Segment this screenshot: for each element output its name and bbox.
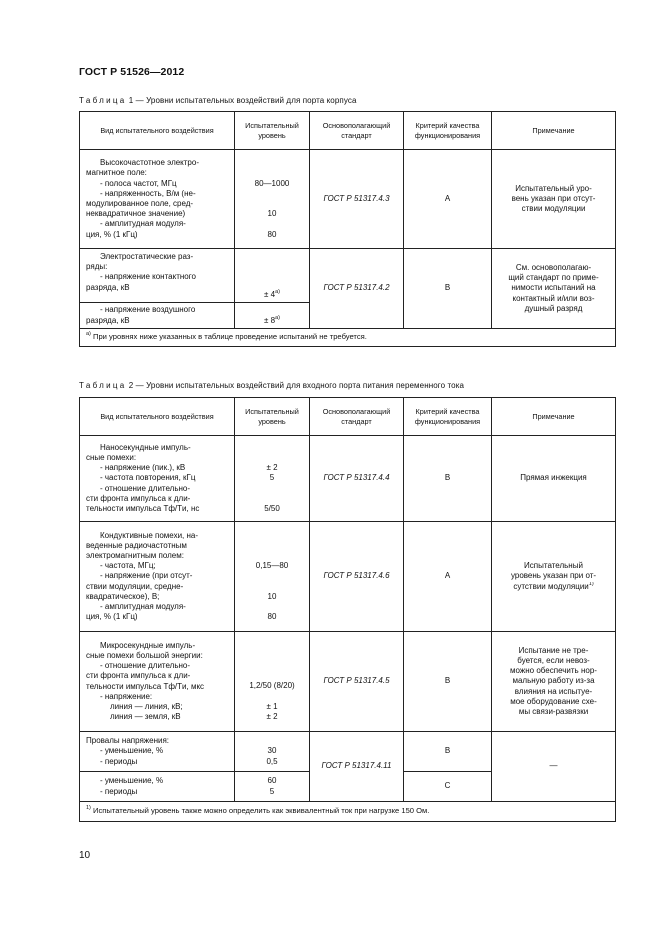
table1-r2-criterion: В xyxy=(404,249,492,329)
table2-footnote-row xyxy=(80,802,616,822)
text-line: сутствии модуляции xyxy=(513,581,589,591)
text-line: квадратическое), В; xyxy=(86,591,160,601)
level-value: ± 4 xyxy=(264,289,276,299)
table1-r2-kind-b xyxy=(80,303,235,329)
table1 xyxy=(79,111,616,347)
text-line: ствии модуляции xyxy=(521,204,586,214)
text-line: тельности импульса Tф/Tи, мкс xyxy=(86,681,205,691)
level-value: 80—1000 xyxy=(254,178,290,188)
text-line: - амплитудная модуля- xyxy=(100,219,186,229)
text-line: можно обеспечить нор- xyxy=(510,666,597,676)
footnote-ref: а) xyxy=(275,314,280,321)
text-line: ция, % (1 кГц) xyxy=(86,229,138,239)
table-row xyxy=(80,150,616,249)
table2-r1-criterion: В xyxy=(404,436,492,522)
level-value: 5 xyxy=(269,786,275,796)
level-value: 80 xyxy=(267,229,277,239)
text-line: мальную работу из-за xyxy=(512,676,595,686)
text-line: сти фронта импульса к дли- xyxy=(86,493,191,503)
table1-r2-note xyxy=(492,249,616,329)
table2-r4-level-a xyxy=(235,732,310,772)
text-line: - частота повторения, кГц xyxy=(100,473,196,483)
table1-r1-note xyxy=(492,150,616,249)
table1-col-level: Испытательный уровень xyxy=(235,112,310,150)
table-row xyxy=(80,732,616,772)
text-line: Кондуктивные помехи, на- xyxy=(100,530,199,540)
text-line: разряда, кВ xyxy=(86,315,130,325)
text-line: мое оборудование схе- xyxy=(510,696,597,706)
level-value: 1,2/50 (8/20) xyxy=(249,681,295,691)
footnote-text: При уровнях ниже указанных в таблице проведение испытаний не требуется. xyxy=(90,332,367,342)
text-line: Испытание не тре- xyxy=(518,645,589,655)
text-line: - напряженность, В/м (не- xyxy=(100,188,196,198)
text-line: контактный и/или воз- xyxy=(512,293,595,303)
table1-caption-word: Таблица xyxy=(79,96,127,105)
footnote-ref: 1) xyxy=(588,581,594,587)
text-line: Провалы напряжения: xyxy=(86,736,170,746)
table2-col-level: Испытательный уровень xyxy=(235,398,310,436)
text-line: - отношение длительно- xyxy=(100,661,191,671)
table2-r4-kind-a xyxy=(80,732,235,772)
text-line: Испытательный уро- xyxy=(515,183,592,193)
text-line: - периоды xyxy=(100,786,138,796)
text-line: сные помехи большой энергии: xyxy=(86,650,203,660)
table2-caption xyxy=(79,381,464,390)
text-line: - напряжение воздушного xyxy=(100,305,196,315)
text-line: разряда, кВ xyxy=(86,282,130,292)
table1-caption-text: 1 — Уровни испытательных воздействий для порта корпуса xyxy=(126,96,357,105)
text-line: сти фронта импульса к дли- xyxy=(86,671,191,681)
table2-r2-standard: ГОСТ Р 51317.4.6 xyxy=(310,522,404,632)
table2 xyxy=(79,397,616,822)
table2-r3-note xyxy=(492,632,616,732)
table2-col-standard: Основополагающий стандарт xyxy=(310,398,404,436)
level-value: 60 xyxy=(267,776,277,786)
text-line: - напряжение контактного xyxy=(100,272,196,282)
table2-r1-level xyxy=(235,436,310,522)
text-line: - полоса частот, МГц xyxy=(100,178,177,188)
text-line: См. основополагаю- xyxy=(515,262,592,272)
text-line: линия — земля, кВ xyxy=(110,712,181,722)
text-line: мы связи-развязки xyxy=(518,707,589,716)
table2-r2-kind xyxy=(80,522,235,632)
level-value: ± 8 xyxy=(264,315,276,325)
text-line: неквадратичное значение) xyxy=(86,209,186,219)
table2-r2-note xyxy=(492,522,616,632)
footnote-mark: а) xyxy=(86,331,91,338)
table2-r3-kind xyxy=(80,632,235,732)
text-line: Микросекундные импуль- xyxy=(100,640,196,650)
document-code: ГОСТ Р 51526—2012 xyxy=(79,66,185,78)
table2-caption-text: 2 — Уровни испытательных воздействий для входного порта питания переменного тока xyxy=(126,381,465,390)
text-line: нимости испытаний на xyxy=(511,283,596,293)
text-line: магнитное поле: xyxy=(86,168,147,178)
table1-header-row xyxy=(80,112,616,150)
level-value: 10 xyxy=(267,591,277,601)
table-row xyxy=(80,249,616,303)
text-line: буется, если невоз- xyxy=(517,655,590,665)
table2-r4-criterion-a: В xyxy=(404,732,492,772)
text-line: Наносекундные импуль- xyxy=(100,442,191,452)
table1-r1-criterion: А xyxy=(404,150,492,249)
text-line: линия — линия, кВ; xyxy=(110,701,183,711)
text-line: - частота, МГц; xyxy=(100,561,156,571)
table2-r4-standard: ГОСТ Р 51317.4.11 xyxy=(310,732,404,802)
level-value: 5 xyxy=(269,473,275,483)
table1-col-criterion: Критерий качества функционирования xyxy=(404,112,492,150)
level-value: ± 2 xyxy=(266,712,278,722)
level-value: 10 xyxy=(267,209,277,219)
table1-col-note: Примечание xyxy=(492,112,616,150)
table2-header-row xyxy=(80,398,616,436)
text-line: Электростатические раз- xyxy=(100,252,194,261)
level-value: 5/50 xyxy=(264,503,280,513)
table2-r2-level xyxy=(235,522,310,632)
level-value: 30 xyxy=(267,746,277,756)
text-line: - уменьшение, % xyxy=(100,776,164,786)
text-line: - уменьшение, % xyxy=(100,746,164,756)
table1-footnote-row xyxy=(80,329,616,347)
table1-r1-standard: ГОСТ Р 51317.4.3 xyxy=(310,150,404,249)
text-line: Испытательный xyxy=(524,561,583,571)
level-value: 0,15—80 xyxy=(255,561,289,571)
table2-r4-kind-b xyxy=(80,772,235,802)
text-line: душный разряд xyxy=(524,303,583,313)
level-value: 80 xyxy=(267,612,277,622)
text-line: - отношение длительно- xyxy=(100,483,191,493)
text-line: ряды: xyxy=(86,262,108,272)
table2-r1-kind xyxy=(80,436,235,522)
level-value: ± 2 xyxy=(266,463,278,473)
table1-r2-level-a xyxy=(235,249,310,303)
text-line: влияния на испытуе- xyxy=(514,686,593,696)
table1-r1-level xyxy=(235,150,310,249)
text-line: ция, % (1 кГц) xyxy=(86,612,138,622)
table-row xyxy=(80,436,616,522)
text-line: сные помехи: xyxy=(86,452,137,462)
table1-col-kind: Вид испытательного воздействия xyxy=(80,112,235,150)
table2-footnote xyxy=(80,802,616,822)
table1-r2-level-b xyxy=(235,303,310,329)
text-line: уровень указан при от- xyxy=(510,571,597,581)
footnote-mark: 1) xyxy=(86,805,91,812)
table2-r3-level xyxy=(235,632,310,732)
table2-r4-note: — xyxy=(492,732,616,802)
text-line: тельности импульса Tф/Tи, нс xyxy=(86,504,200,513)
table2-r1-note: Прямая инжекция xyxy=(492,436,616,522)
text-line: веденные радиочастотным xyxy=(86,540,187,550)
text-line: Высокочастотное электро- xyxy=(100,158,199,168)
table2-col-note: Примечание xyxy=(492,398,616,436)
text-line: - напряжение: xyxy=(100,691,153,701)
table2-r1-standard: ГОСТ Р 51317.4.4 xyxy=(310,436,404,522)
level-value: ± 1 xyxy=(266,701,278,711)
text-line: ствии модуляции, средне- xyxy=(86,581,184,591)
table-row xyxy=(80,632,616,732)
table1-footnote xyxy=(80,329,616,347)
table2-col-kind: Вид испытательного воздействия xyxy=(80,398,235,436)
table2-r3-criterion: В xyxy=(404,632,492,732)
text-line: электромагнитным полем: xyxy=(86,550,184,560)
footnote-ref: а) xyxy=(275,288,280,295)
text-line: - амплитудная модуля- xyxy=(100,602,186,611)
table2-r2-criterion: А xyxy=(404,522,492,632)
table1-caption xyxy=(79,96,357,105)
table1-col-standard: Основополагающий стандарт xyxy=(310,112,404,150)
table2-caption-word: Таблица xyxy=(79,381,127,390)
text-line: модулированное поле, сред- xyxy=(86,199,194,208)
table-row xyxy=(80,522,616,632)
level-value: 0,5 xyxy=(266,756,278,766)
table2-col-criterion: Критерий качества функционирования xyxy=(404,398,492,436)
table2-r4-criterion-b: С xyxy=(404,772,492,802)
text-line: вень указан при отсут- xyxy=(511,193,596,203)
text-line: щий стандарт по приме- xyxy=(508,273,599,283)
page-number: 10 xyxy=(79,850,91,861)
text-line: - напряжение (при отсут- xyxy=(100,571,193,581)
table2-r4-level-b xyxy=(235,772,310,802)
footnote-text: Испытательный уровень также можно определить как эквивалентный ток при нагрузке 150 Ом. xyxy=(90,806,430,816)
text-line: - периоды xyxy=(100,756,138,766)
text-line: - напряжение (пик.), кВ xyxy=(100,463,186,473)
table1-r1-kind xyxy=(80,150,235,249)
table1-r2-kind-a xyxy=(80,249,235,303)
table2-r3-standard: ГОСТ Р 51317.4.5 xyxy=(310,632,404,732)
table1-r2-standard: ГОСТ Р 51317.4.2 xyxy=(310,249,404,329)
